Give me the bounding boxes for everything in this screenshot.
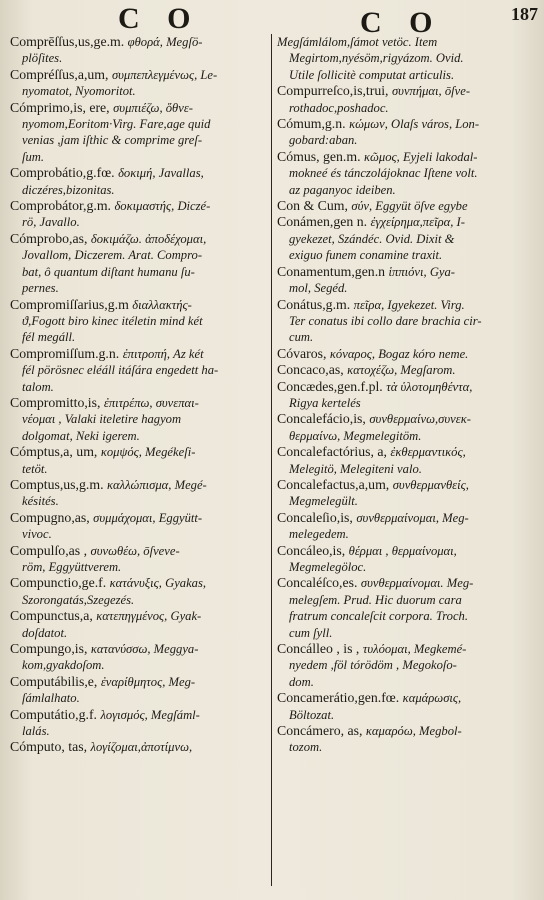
headword: Comprobátio,g.fœ. (10, 165, 119, 181)
greek-equivalent: τὰ ὑλοτομηθέντα, (386, 379, 473, 394)
hungarian-translation: Meggya- (153, 642, 199, 657)
entry-continuation-line: Megirtom,nyésöm,rigyázom. Ovid. (289, 51, 464, 66)
entry-continuation-line: cum ſyll. (289, 625, 333, 640)
entry-continuation-line: plöſites. (22, 51, 63, 66)
headword: Conamentum,gen.n (277, 263, 389, 279)
greek-equivalent: θέρμαι , θερμαίνομαι, (348, 543, 457, 558)
hungarian-translation: Megſö- (166, 35, 203, 49)
entry-continuation-line: Böltozat. (289, 707, 335, 722)
dictionary-entry (277, 198, 539, 214)
greek-equivalent: φθορά, (127, 35, 167, 49)
headword: Conátus,g.m. (277, 296, 354, 312)
dictionary-entry (277, 34, 539, 83)
entry-first-line (10, 575, 264, 591)
dictionary-entry (277, 116, 539, 149)
entry-continuation-line: nyomom,Eoritom·Virg. Fare,age quid (22, 117, 211, 132)
entry-continuation-line: exiguo funem conamine traxit. (289, 248, 443, 263)
entry-first-line (10, 34, 264, 50)
dictionary-entry (277, 510, 539, 543)
headword: Concáleo,is, (277, 542, 349, 558)
headword: Cóvaros, (277, 345, 330, 361)
right-running-head: C O (360, 6, 443, 39)
left-column (10, 34, 264, 756)
hungarian-translation: Megſarom. (400, 363, 456, 378)
entry-continuation-line: az paganyoc ideiben. (289, 182, 396, 197)
dictionary-entry (277, 83, 539, 116)
headword: Compulſo,as , (10, 542, 91, 558)
hungarian-translation: Javallas, (158, 166, 204, 181)
greek-equivalent: πεῖρα, (353, 297, 388, 312)
entry-continuation-line: νέομαι , Valaki iteletire hagyom (22, 412, 182, 427)
entry-first-line (277, 83, 539, 99)
greek-equivalent: κατανύσσω, (90, 642, 154, 657)
entry-continuation-line: melegſem. Prud. Hic duorum cara (289, 592, 462, 607)
greek-equivalent: κατεπηγμένος, (96, 609, 171, 624)
entry-continuation-line: rothadoc,poshadoc. (289, 100, 389, 115)
greek-equivalent: καλλώπισμα, (106, 477, 175, 492)
entry-first-line (277, 362, 539, 378)
dictionary-entry (277, 264, 539, 297)
dictionary-entry (10, 100, 264, 166)
greek-equivalent: ἐγχείρημα,πεῖρα, (370, 215, 457, 230)
entry-first-line (277, 297, 539, 313)
entry-continuation-line: gobard:aban. (289, 133, 358, 148)
dictionary-entry (10, 395, 264, 444)
hungarian-translation: Megſámlálom,ſámot vetöc. Item (277, 35, 438, 49)
hungarian-translation: Megkemé- (413, 642, 467, 657)
entry-first-line (10, 707, 264, 723)
entry-first-line (10, 510, 264, 526)
entry-continuation-line: lalás. (22, 724, 50, 739)
headword: Compréſſus,a,um, (10, 66, 112, 82)
greek-equivalent: διαλλακτής- (132, 297, 192, 312)
hungarian-translation: Meg- (446, 576, 474, 591)
headword: Concaleſio,is, (277, 509, 357, 525)
dictionary-entry (10, 444, 264, 477)
hungarian-translation: Meg- (168, 674, 196, 689)
entry-first-line (10, 297, 264, 313)
entry-first-line (10, 477, 264, 493)
entry-continuation-line: dom. (289, 674, 314, 689)
headword: Concamerátio,gen.fœ. (277, 690, 403, 706)
entry-first-line (277, 34, 539, 50)
column-divider (271, 34, 272, 886)
dictionary-entry (277, 149, 539, 198)
greek-equivalent: συμπεπλεγμένως, (111, 67, 201, 82)
greek-equivalent: λογισμός, (100, 707, 151, 722)
dictionary-entry (277, 346, 539, 362)
entry-first-line (277, 543, 539, 559)
headword: Comptus,us,g.m. (10, 476, 107, 492)
entry-continuation-line: nyedem ,föl tórödöm , Megokoſo- (289, 658, 457, 673)
hungarian-translation: Megékeſi- (145, 445, 196, 460)
entry-first-line (277, 510, 539, 526)
entry-continuation-line: cum. (289, 330, 314, 345)
greek-equivalent: δοκιμή, (118, 166, 159, 181)
entry-first-line (10, 165, 264, 181)
greek-equivalent: συνθερμαίνομαι. (360, 576, 447, 591)
headword: Concalefácio,is, (277, 411, 370, 427)
headword: Compromiſſum.g.n. (10, 345, 123, 361)
hungarian-translation: Eggyütt- (158, 510, 203, 525)
headword: Compromitto,is, (10, 394, 104, 410)
hungarian-translation: Megbol- (419, 724, 462, 739)
entry-first-line (10, 674, 264, 690)
entry-continuation-line: diczéres,bizonitas. (22, 182, 115, 197)
headword: Compunctio,ge.f. (10, 575, 110, 591)
dictionary-entry (10, 707, 264, 740)
entry-first-line (277, 723, 539, 739)
greek-equivalent: ἐπιτρέπω, συνεπαι- (103, 395, 199, 410)
hungarian-translation: Diczé- (177, 199, 211, 214)
headword: Comprēſſus,us,ge.m. (10, 34, 128, 49)
greek-equivalent: συμπιέζω, ὅθνε- (113, 100, 193, 115)
greek-equivalent: συνπήμαι, (391, 84, 445, 99)
headword: Compurreſco,is,trui, (277, 83, 392, 99)
greek-equivalent: λογίζομαι,ἀποτίμνω, (90, 740, 193, 755)
greek-equivalent: ἱππιόνι, (388, 264, 430, 279)
entry-continuation-line: ſum. (22, 149, 45, 164)
entry-first-line (277, 575, 539, 591)
dictionary-entry (10, 165, 264, 198)
entry-continuation-line: rö, Javallo. (22, 215, 80, 230)
entry-continuation-line: fél pörösnec eléáll itáſára engedett ha- (22, 363, 219, 378)
headword: Cómptus,a, um, (10, 444, 101, 460)
entry-first-line (277, 264, 539, 280)
dictionary-entry (10, 543, 264, 576)
entry-continuation-line: vivoc. (22, 527, 52, 542)
entry-first-line (277, 149, 539, 165)
headword: Computábilis,e, (10, 673, 101, 689)
entry-continuation-line: mokneé és tánczolájoknac Iſtene volt. (289, 166, 478, 181)
entry-continuation-line: θερμαίνω, Megmelegitöm. (289, 428, 422, 443)
entry-continuation-line: dolgomat, Neki igerem. (22, 428, 140, 443)
headword: Concalefactus,a,um, (277, 476, 393, 492)
dictionary-entry (10, 575, 264, 608)
hungarian-translation: Eggyüt öſve egybe (375, 199, 468, 214)
headword: Concaléſco,es. (277, 575, 361, 591)
greek-equivalent: συνωθέω, (90, 543, 144, 558)
greek-equivalent: ἐπιτροπή, (122, 346, 174, 361)
hungarian-translation: Megé- (174, 477, 207, 492)
hungarian-translation: ōſveve- (143, 543, 180, 558)
greek-equivalent: κομψός, (100, 445, 146, 460)
headword: Compungo,is, (10, 641, 91, 657)
entry-first-line (10, 543, 264, 559)
dictionary-entry (10, 297, 264, 346)
greek-equivalent: δοκιμαστής, (114, 199, 178, 214)
headword: Cómus, gen.m. (277, 148, 364, 164)
dictionary-entry (277, 575, 539, 641)
entry-continuation-line: melegedem. (289, 527, 349, 542)
entry-first-line (10, 444, 264, 460)
hungarian-translation: Eyjeli lakodal- (402, 149, 478, 164)
entry-first-line (277, 214, 539, 230)
entry-first-line (277, 444, 539, 460)
dictionary-entry (277, 477, 539, 510)
headword: Concalefactórius, a, (277, 444, 391, 460)
entry-first-line (277, 411, 539, 427)
dictionary-entry (10, 641, 264, 674)
hungarian-translation: Olaſs város, Lon- (391, 117, 480, 132)
entry-continuation-line: kom,gyakdoſom. (22, 658, 105, 673)
entry-continuation-line: ϑ,Fogott biro kinec itéletin mind két (22, 313, 203, 328)
entry-first-line (10, 641, 264, 657)
entry-continuation-line: talom. (22, 379, 54, 394)
dictionary-entry (10, 67, 264, 100)
hungarian-translation: Gya- (429, 264, 456, 279)
greek-equivalent: κῶμος, (364, 149, 403, 164)
entry-first-line (277, 198, 539, 214)
dictionary-entry (277, 379, 539, 412)
hungarian-translation: Le- (200, 67, 218, 82)
dictionary-entry (10, 739, 264, 755)
dictionary-entry (10, 477, 264, 510)
entry-first-line (10, 739, 264, 755)
greek-equivalent: ἐκθερμαντικός, (390, 445, 466, 460)
hungarian-translation: Az két (173, 346, 204, 361)
greek-equivalent: καμάρωσις, (402, 691, 462, 706)
dictionary-entry (277, 641, 539, 690)
entry-first-line (10, 198, 264, 214)
headword: Comprobátor,g.m. (10, 198, 115, 214)
greek-equivalent: συμμάχομαι, (93, 510, 159, 525)
entry-first-line (277, 379, 539, 395)
entry-first-line (10, 346, 264, 362)
hungarian-translation: Bogaz kóro neme. (378, 346, 469, 361)
greek-equivalent: κόναρος, (329, 346, 379, 361)
greek-equivalent: δοκιμάζω. ἀποδέχομαι, (90, 231, 207, 246)
entry-continuation-line: késités. (22, 494, 59, 509)
entry-continuation-line: bat, ô quantum diſtant humanu ſu- (22, 264, 195, 279)
headword: Concámero, as, (277, 723, 366, 739)
entry-continuation-line: tozom. (289, 740, 323, 755)
headword: Cómputo, tas, (10, 739, 91, 755)
entry-continuation-line: nyomatot, Nyomoritot. (22, 84, 136, 99)
entry-continuation-line: ſámlalhato. (22, 691, 80, 706)
entry-continuation-line: doſdatot. (22, 625, 68, 640)
headword: Conámen,gen n. (277, 214, 371, 230)
entry-continuation-line: Jovallom, Diczerem. Arat. Compro- (22, 248, 203, 263)
hungarian-translation: I- (456, 215, 465, 230)
entry-continuation-line: Megmelegöloc. (289, 560, 367, 574)
dictionary-entry (277, 297, 539, 346)
entry-continuation-line: Rigya kertelés (289, 395, 361, 410)
entry-first-line (277, 116, 539, 132)
entry-continuation-line: röm, Eggyüttverem. (22, 560, 122, 574)
entry-continuation-line: Ter conatus ibi collo dare brachia cir- (289, 313, 482, 328)
headword: Concædes,gen.f.pl. (277, 378, 387, 394)
right-column (277, 34, 539, 756)
headword: Computátio,g.f. (10, 706, 101, 722)
dictionary-entry (10, 198, 264, 231)
entry-continuation-line: Utile ſollicitè computat articulis. (289, 67, 455, 82)
entry-continuation-line: Szorongatás,Szegezés. (22, 592, 135, 607)
entry-first-line (277, 477, 539, 493)
entry-first-line (277, 346, 539, 362)
greek-equivalent: συνθερμαίνω,συνεκ- (369, 412, 471, 427)
entry-continuation-line: mol, Segéd. (289, 281, 348, 296)
dictionary-entry (10, 346, 264, 395)
greek-equivalent: κώμων, (349, 117, 391, 132)
dictionary-entry (277, 723, 539, 756)
greek-equivalent: συνθερμαίνομαι, (356, 510, 443, 525)
headword: Concaco,as, (277, 362, 348, 378)
dictionary-entry (10, 608, 264, 641)
entry-continuation-line: pernes. (22, 281, 59, 296)
dictionary-entry (277, 214, 539, 263)
entry-first-line (10, 100, 264, 116)
greek-equivalent: σύν, (351, 199, 376, 214)
entry-continuation-line: fél megáll. (22, 330, 76, 345)
page-number: 187 (511, 4, 538, 24)
headword: Cómprobo,as, (10, 230, 91, 246)
entry-continuation-line: Megmelegült. (289, 494, 358, 509)
entry-continuation-line: venias ,jam iſthic & comprime greſ- (22, 133, 203, 148)
hungarian-translation: Gyak- (170, 609, 202, 624)
entry-first-line (277, 690, 539, 706)
greek-equivalent: τυλόομαι, (362, 642, 414, 657)
hungarian-translation: Meg- (442, 510, 469, 525)
dictionary-entry (277, 444, 539, 477)
entry-continuation-line: fratrum concaleſcit corpora. Troch. (289, 609, 468, 624)
entry-first-line (10, 608, 264, 624)
hungarian-translation: Gyakas, (165, 576, 207, 591)
entry-continuation-line: Melegitö, Melegiteni valo. (289, 461, 422, 476)
hungarian-translation: ōſve- (444, 84, 471, 99)
dictionary-entry (10, 34, 264, 67)
dictionary-entry (10, 231, 264, 297)
greek-equivalent: συνθερμανθείς, (392, 477, 469, 492)
greek-equivalent: κατάνυξις, (109, 576, 166, 591)
entry-first-line (10, 67, 264, 83)
dictionary-entry (277, 543, 539, 576)
greek-equivalent: καμαρόω, (365, 724, 420, 739)
dictionary-entry (277, 690, 539, 723)
dictionary-entry (277, 411, 539, 444)
headword: Compromiſſarius,g.m (10, 296, 133, 312)
entry-first-line (10, 231, 264, 247)
hungarian-translation: Igyekezet. Virg. (387, 297, 465, 312)
entry-continuation-line: tetöt. (22, 461, 48, 476)
entry-continuation-line: gyekezet, Szándéc. Ovid. Dixit & (289, 231, 455, 246)
page-header (0, 0, 544, 39)
dictionary-entry (277, 362, 539, 378)
headword: Cómprimo,is, ere, (10, 99, 114, 115)
headword: Con & Cum, (277, 198, 352, 214)
dictionary-entry (10, 510, 264, 543)
entry-first-line (277, 641, 539, 657)
headword: Concálleo , is , (277, 641, 363, 657)
hungarian-translation: Megſáml- (150, 707, 200, 722)
greek-equivalent: ἐναρίθμητος, (100, 674, 169, 689)
left-running-head: C O (118, 2, 201, 35)
headword: Compugno,as, (10, 509, 94, 525)
headword: Compunctus,a, (10, 608, 97, 624)
headword: Cómum,g.n. (277, 116, 350, 132)
greek-equivalent: κατοχέζω, (347, 363, 401, 378)
dictionary-entry (10, 674, 264, 707)
entry-first-line (10, 395, 264, 411)
